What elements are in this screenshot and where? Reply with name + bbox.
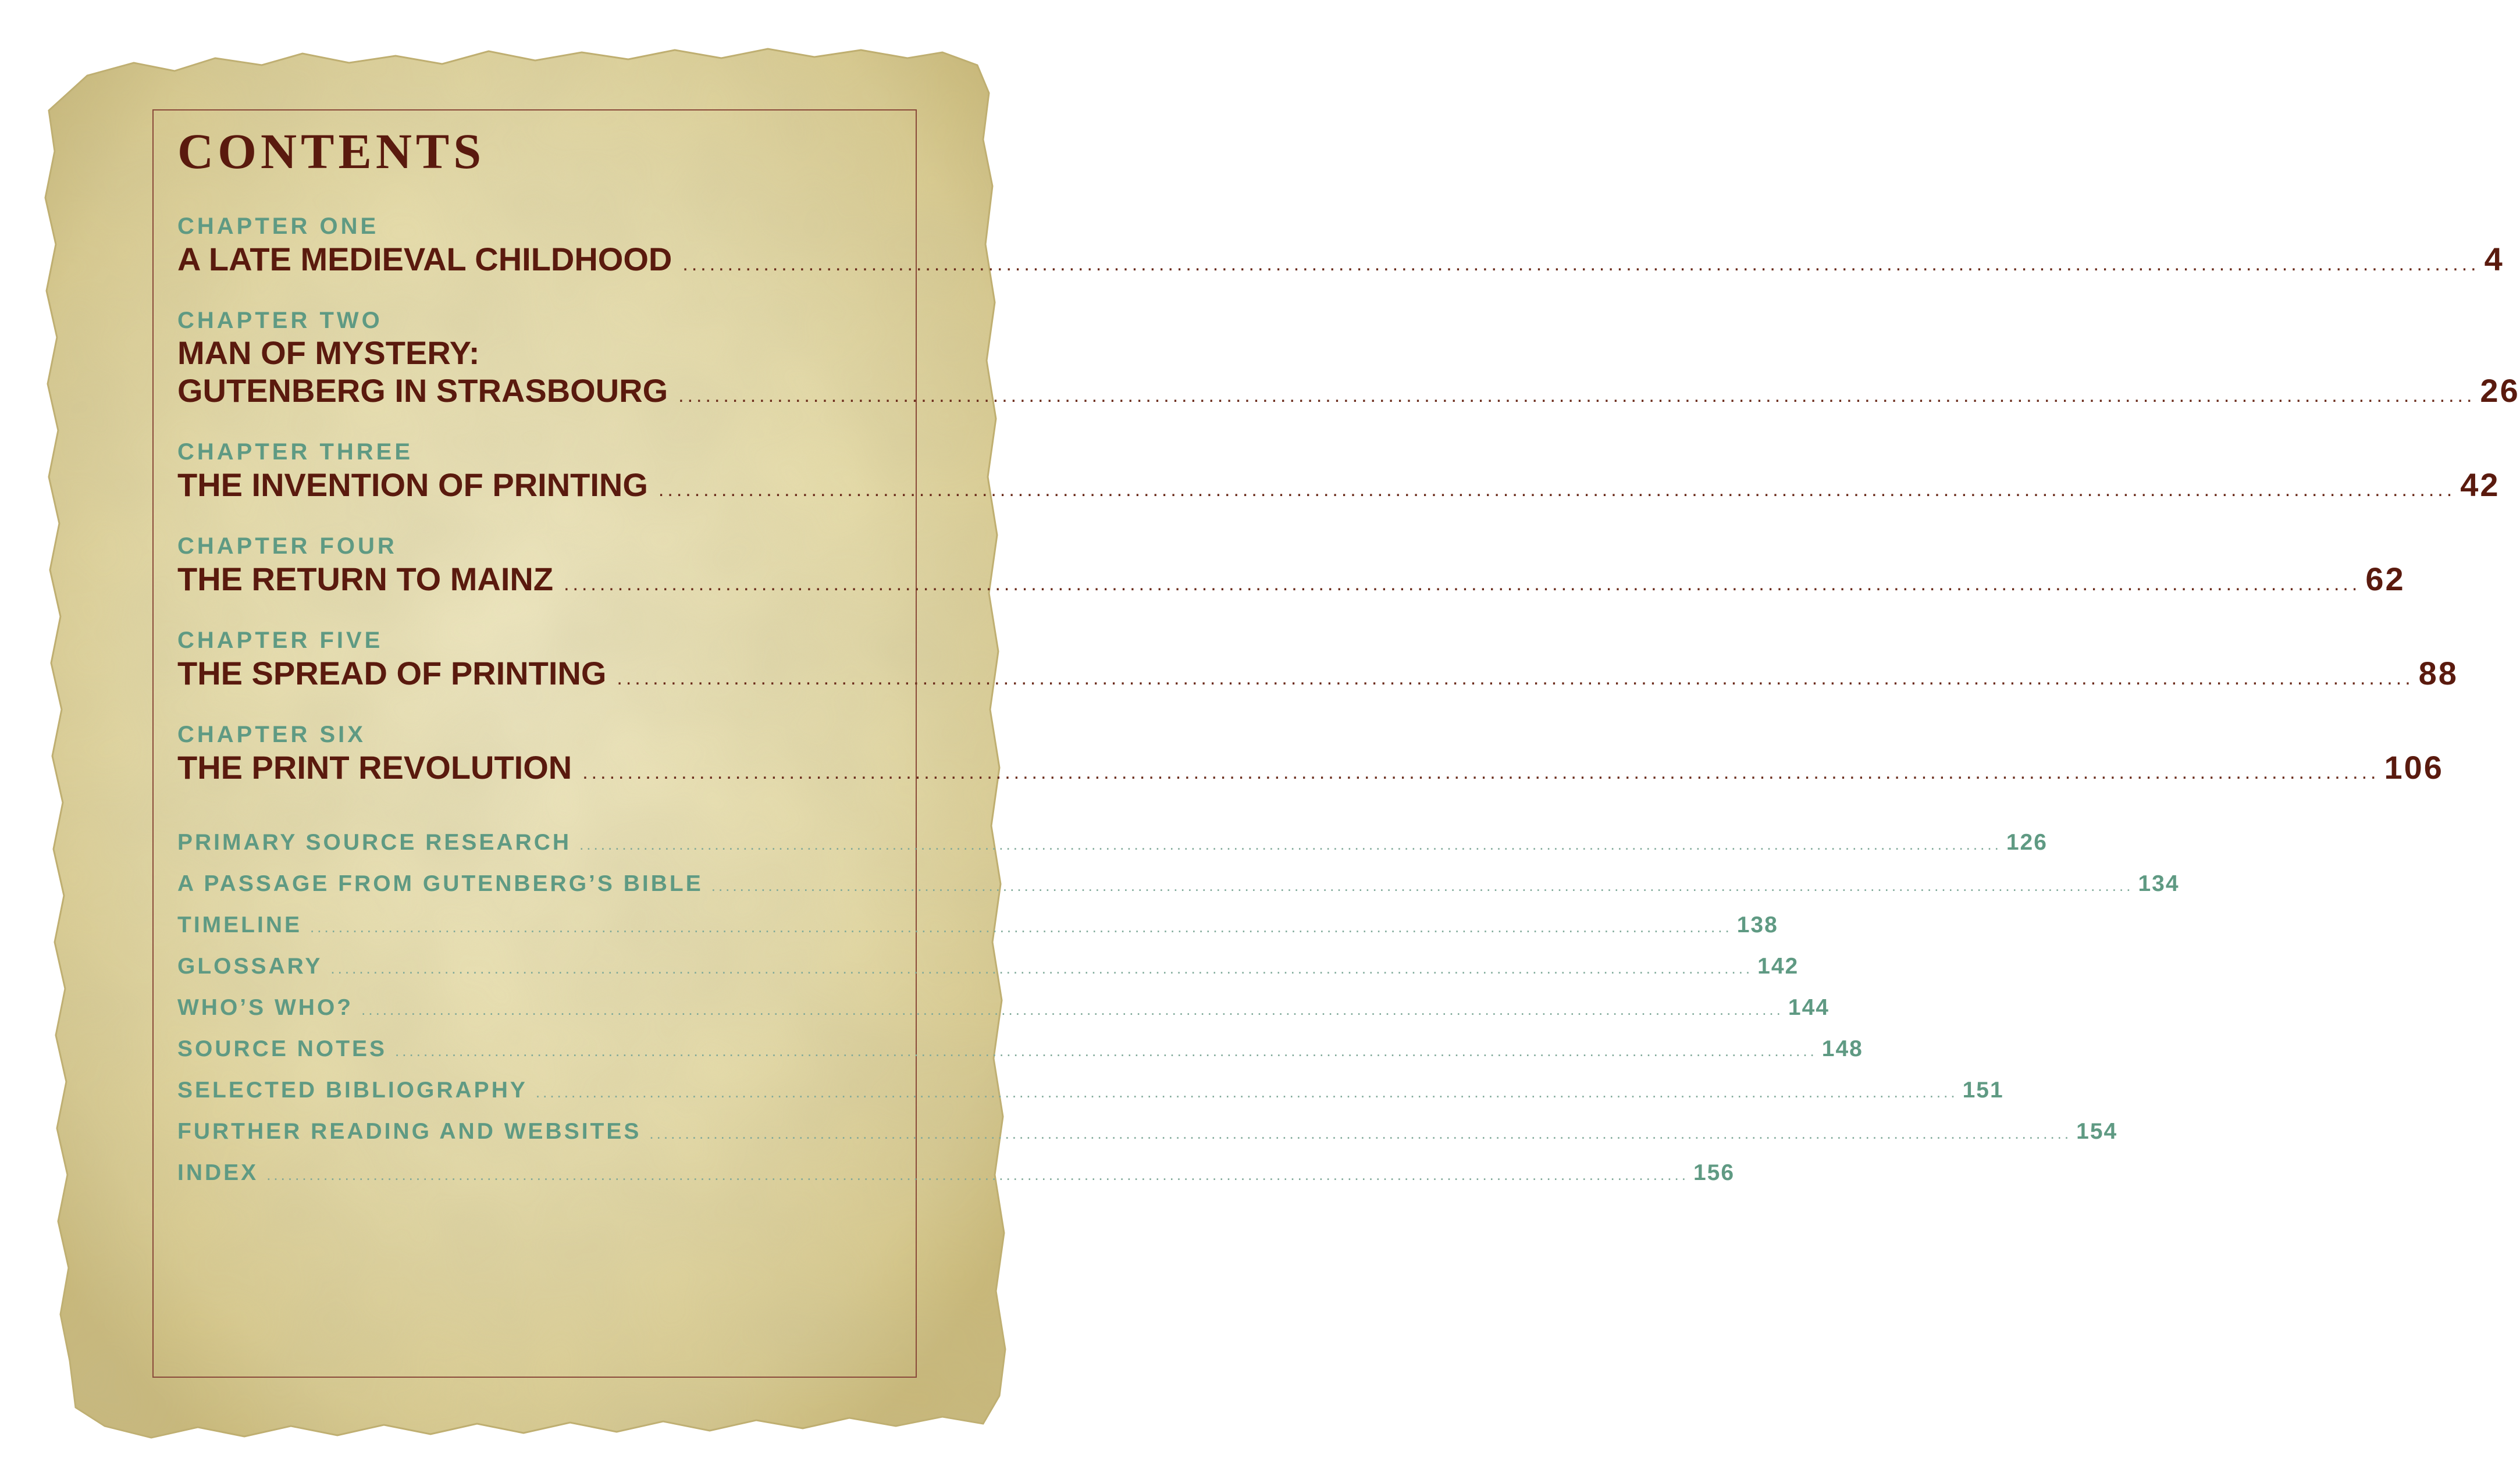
dot-leader: ........................................................................................................................................................................................................ [711, 877, 2134, 894]
dot-leader: ........................................................................................................................................................................................................ [682, 253, 2480, 275]
dot-leader: ........................................................................................................................................................................................................ [564, 573, 2361, 595]
back-matter-title: SOURCE NOTES [177, 1036, 387, 1061]
chapter-title-first-line: MAN OF MYSTERY: [177, 334, 480, 371]
page-number: 154 [2076, 1119, 2118, 1144]
back-matter-entry[interactable] [177, 1070, 2004, 1111]
chapter-title: THE PRINT REVOLUTION [177, 749, 572, 786]
chapter-entry-five [177, 626, 2458, 693]
back-matter-title: SELECTED BIBLIOGRAPHY [177, 1078, 528, 1103]
chapter-number-label: CHAPTER THREE [177, 439, 414, 465]
dot-leader: ........................................................................................................................................................................................................ [361, 1001, 1784, 1018]
chapter-title: A LATE MEDIEVAL CHILDHOOD [177, 241, 672, 277]
page-number: 151 [1962, 1078, 2004, 1103]
back-matter-title: PRIMARY SOURCE RESEARCH [177, 830, 572, 855]
table-of-contents [177, 122, 2520, 1193]
back-matter-entry[interactable] [177, 863, 2180, 904]
back-matter-title: WHO’S WHO? [177, 995, 354, 1020]
page-number: 134 [2138, 871, 2180, 896]
chapter-entry-three [177, 438, 2500, 504]
back-matter-title: A PASSAGE FROM GUTENBERG’S BIBLE [177, 871, 703, 896]
chapter-entry-one [177, 212, 2504, 279]
chapter-title-line[interactable] [177, 372, 2520, 410]
page-number: 126 [2006, 830, 2048, 855]
page-number: 62 [2365, 561, 2405, 597]
chapter-number-label: CHAPTER ONE [177, 213, 379, 239]
chapter-title: THE SPREAD OF PRINTING [177, 655, 607, 691]
page-number: 4 [2484, 241, 2504, 277]
page-number: 88 [2418, 655, 2458, 691]
dot-leader: ........................................................................................................................................................................................................ [330, 960, 1753, 977]
dot-leader: ........................................................................................................................................................................................................ [617, 667, 2414, 689]
page-number: 106 [2384, 749, 2444, 786]
chapter-title-line[interactable] [177, 748, 2444, 787]
back-matter-entry[interactable] [177, 822, 2048, 863]
back-matter-entry[interactable] [177, 946, 1799, 987]
chapter-title: GUTENBERG IN STRASBOURG [177, 372, 668, 409]
chapter-entry-six [177, 721, 2444, 787]
chapter-number-label: CHAPTER TWO [177, 308, 383, 333]
dot-leader: ........................................................................................................................................................................................................ [649, 1125, 2072, 1142]
chapter-title-line[interactable] [177, 654, 2458, 693]
chapter-title: THE INVENTION OF PRINTING [177, 466, 648, 503]
back-matter-title: GLOSSARY [177, 954, 323, 979]
back-matter-entry[interactable] [177, 1152, 1735, 1193]
dot-leader: ........................................................................................................................................................................................................ [579, 836, 2002, 853]
dot-leader: ........................................................................................................................................................................................................ [535, 1083, 1958, 1101]
dot-leader: ........................................................................................................................................................................................................ [678, 384, 2476, 407]
dot-leader: ........................................................................................................................................................................................................ [310, 918, 1732, 936]
chapter-number-label: CHAPTER FIVE [177, 628, 383, 653]
page-number: 156 [1693, 1160, 1735, 1185]
chapter-number-label: CHAPTER FOUR [177, 533, 397, 559]
dot-leader: ........................................................................................................................................................................................................ [266, 1166, 1689, 1183]
chapter-entry-two [177, 306, 2520, 410]
chapter-entry-four [177, 532, 2405, 598]
contents-heading: CONTENTS [177, 123, 486, 179]
back-matter-entry[interactable] [177, 904, 1778, 946]
back-matter-list [177, 822, 2180, 1193]
chapter-title: THE RETURN TO MAINZ [177, 561, 554, 597]
page-number: 42 [2460, 466, 2500, 503]
chapter-number-label: CHAPTER SIX [177, 722, 366, 747]
back-matter-entry[interactable] [177, 1028, 1863, 1070]
chapter-title-line[interactable] [177, 560, 2405, 598]
dot-leader: ........................................................................................................................................................................................................ [658, 479, 2456, 501]
page-number: 144 [1788, 995, 1830, 1020]
dot-leader: ........................................................................................................................................................................................................ [395, 1042, 1817, 1060]
back-matter-title: FURTHER READING AND WEBSITES [177, 1119, 642, 1144]
page-number: 26 [2480, 372, 2520, 409]
chapter-list [177, 212, 2520, 787]
page-number: 142 [1757, 954, 1799, 979]
page-number: 138 [1736, 912, 1778, 937]
back-matter-entry[interactable] [177, 987, 1830, 1028]
chapter-title-line[interactable] [177, 466, 2500, 504]
dot-leader: ........................................................................................................................................................................................................ [582, 761, 2380, 783]
chapter-title-line[interactable] [177, 240, 2504, 279]
page-number: 148 [1821, 1036, 1863, 1061]
back-matter-title: TIMELINE [177, 912, 302, 937]
back-matter-title: INDEX [177, 1160, 259, 1185]
back-matter-entry[interactable] [177, 1111, 2118, 1152]
